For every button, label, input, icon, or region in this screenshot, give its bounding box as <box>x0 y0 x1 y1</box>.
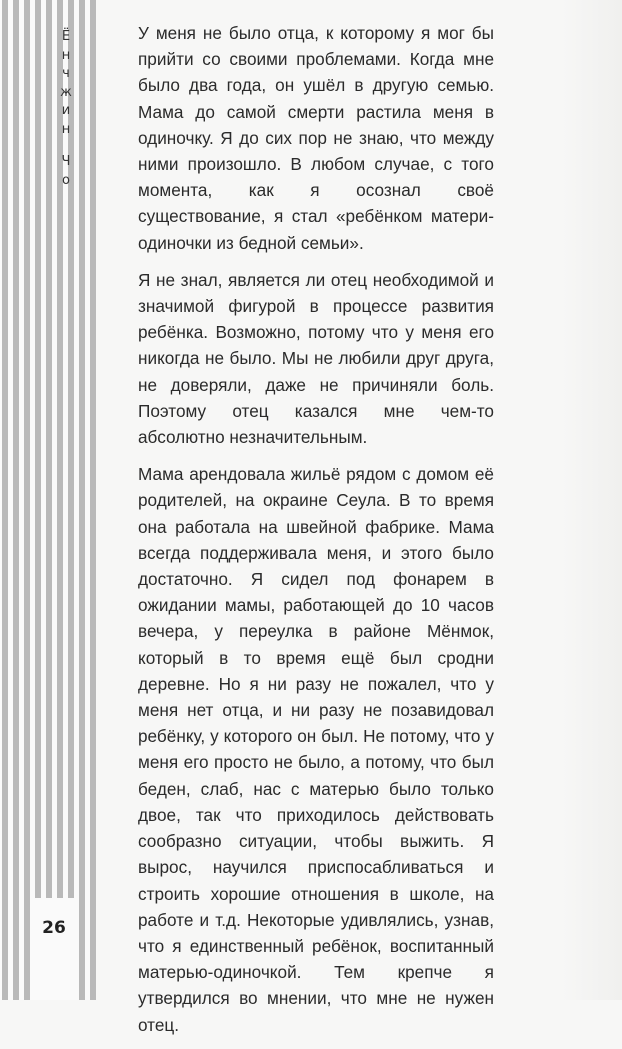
decorative-stripe-margin <box>0 0 96 1000</box>
stripe <box>79 0 85 1000</box>
stripe <box>90 0 96 1000</box>
author-letter: ж <box>60 84 72 100</box>
page-number: 26 <box>42 918 66 938</box>
body-text <box>138 20 494 1049</box>
author-letter: н <box>61 121 71 137</box>
page-edge-shadow <box>562 0 622 1000</box>
stripe <box>24 0 30 1000</box>
stripe <box>35 0 41 898</box>
author-letter: ч <box>62 66 70 81</box>
author-letter: Ё <box>61 29 71 44</box>
paragraph: Мама арендовала жильё рядом с домом её родителей, на окраине Сеула. В то время она работала на швейной фабрике. Мама всегда поддерживала меня, и этого было достаточно. Я сидел под фонарем в ожидании мамы, работающей до 10 часов вечера, у переулка в районе Мёнмок, который в то время ещё был сродни деревне. Но я ни разу не пожалел, что у меня нет отца, и ни разу не позавидовал ребёнку, у которого он был. Не потому, что у меня его просто не было, а потому, что был беден, слаб, нас с матерью было только двое, так что приходилось действовать сообразно ситуации, чтобы выжить. Я вырос, научился приспосабливаться и строить хорошие отношения в школе, на работе и т.д. Некоторые удивлялись, узнав, что я единственный ребёнок, воспитанный матерью-одиночкой. Тем крепче я утвердился во мнении, что мне не нужен отец. <box>138 464 494 1035</box>
stripe <box>46 0 52 898</box>
paragraph: У меня не было отца, к которому я мог бы прийти со своими проблемами. Когда мне было два года, он ушёл в другую семью. Мама до самой смерти растила меня в одиночку. Я до сих пор не знаю, что между ними произошло. В любом случае, с того момента, как я осознал своё существование, я стал «ребёнком матери-одиночки из бедной семьи». <box>138 23 494 253</box>
stripe <box>13 0 19 1000</box>
author-letter: Ч <box>61 154 71 169</box>
author-letter: и <box>61 103 71 118</box>
running-head-author <box>56 28 76 190</box>
stripe <box>2 0 8 1000</box>
paragraph: Я не знал, является ли отец необходимой и значимой фигурой в процессе развития ребёнка. Возможно, потому что у меня его никогда не было. Мы не любили друг друга, не доверяли, даже не причиняли боль. Поэтому отец казался мне чем-то абсолютно незначительным. <box>138 269 494 448</box>
author-letter: н <box>61 47 71 63</box>
author-letter: о <box>62 172 70 188</box>
